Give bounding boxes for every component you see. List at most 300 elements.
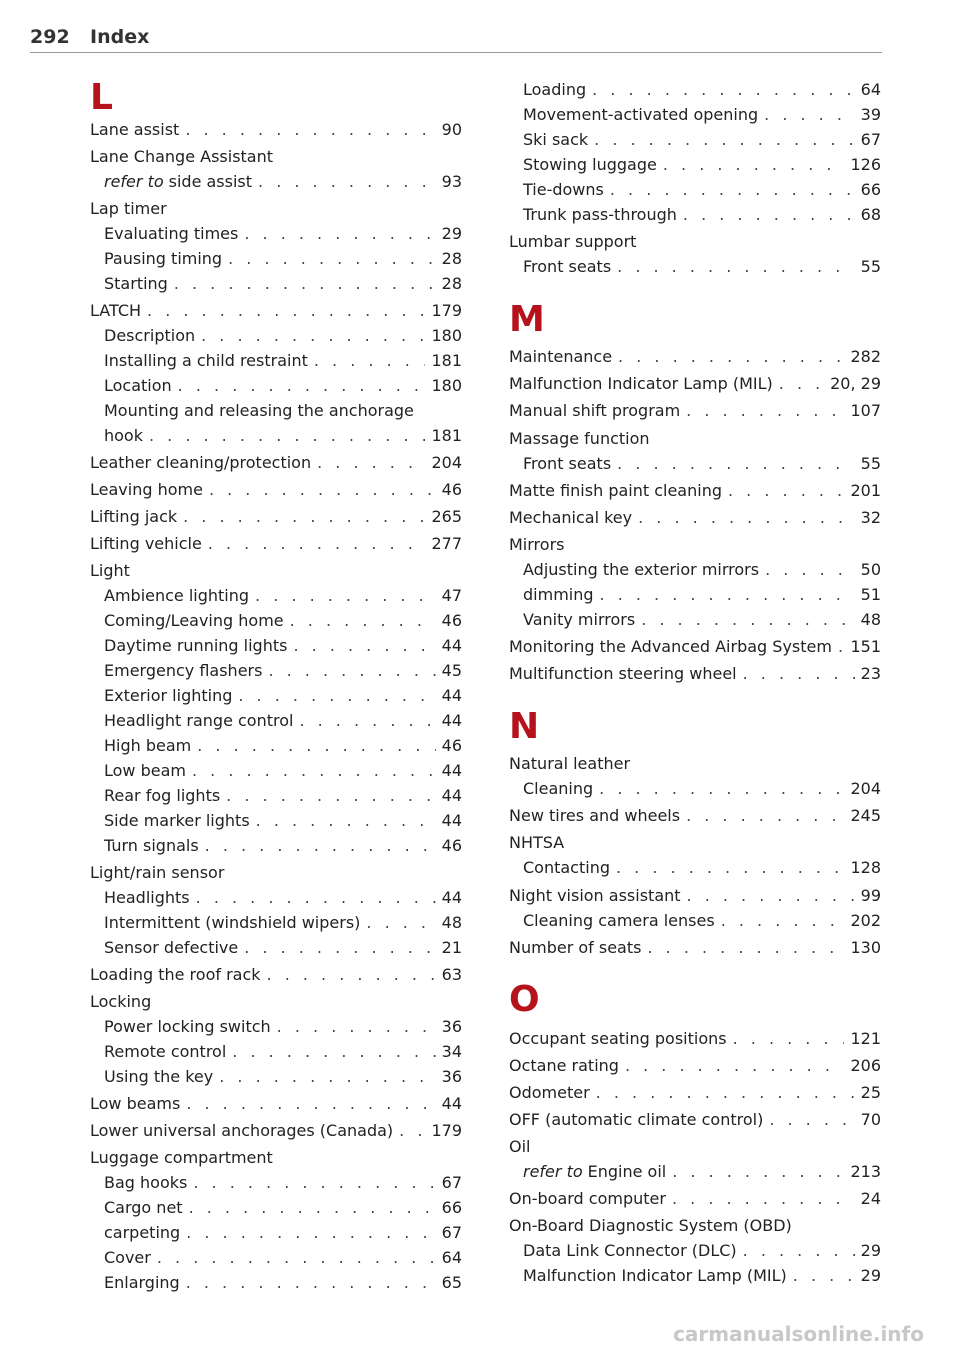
entry-label: Octane rating [509, 1056, 619, 1075]
entry-label: Lifting vehicle [90, 534, 202, 553]
entry-page-number: 282 [850, 347, 881, 366]
entry-label: Lumbar support [509, 232, 637, 251]
dot-leader [683, 205, 855, 225]
entry-label: Manual shift program [509, 401, 681, 420]
entry-page-number: 44 [441, 686, 462, 705]
index-entry[interactable] [509, 637, 881, 657]
dot-leader [208, 534, 426, 554]
dot-leader [687, 886, 855, 906]
dot-leader [183, 507, 425, 527]
entry-page-number: 28 [441, 274, 462, 293]
index-subentry[interactable] [104, 1173, 462, 1193]
index-entry[interactable] [90, 1121, 462, 1141]
index-subentry[interactable] [523, 858, 881, 878]
entry-page-number: 206 [850, 1056, 881, 1075]
entry-label: Loading [523, 80, 587, 99]
index-entry[interactable] [509, 347, 881, 367]
entry-label: Bag hooks [104, 1173, 188, 1192]
dot-leader [192, 761, 436, 781]
dot-leader [147, 301, 425, 321]
index-entry[interactable] [509, 664, 881, 684]
dot-leader [838, 637, 845, 657]
entry-label: Natural leather [509, 754, 631, 773]
index-entry [509, 1216, 881, 1236]
entry-label: Data Link Connector (DLC) [523, 1241, 737, 1260]
entry-page-number: 25 [860, 1083, 881, 1102]
index-subentry[interactable] [104, 913, 462, 933]
entry-page-number: 28 [441, 249, 462, 268]
entry-label: Light/rain sensor [90, 863, 225, 882]
entry-page-number: 64 [860, 80, 881, 99]
dot-leader [186, 1223, 435, 1243]
entry-page-number: 67 [441, 1173, 462, 1192]
entry-label: Headlight range control [104, 711, 294, 730]
entry-page-number: 181 [431, 351, 462, 370]
entry-label: High beam [104, 736, 192, 755]
entry-label: Malfunction Indicator Lamp (MIL) [523, 1266, 787, 1285]
index-subentry[interactable] [104, 1017, 462, 1037]
index-entry[interactable] [509, 1083, 881, 1103]
entry-label: Loading the roof rack [90, 965, 261, 984]
entry-page-number: 64 [441, 1248, 462, 1267]
entry-page-number: 46 [441, 611, 462, 630]
dot-leader [610, 180, 855, 200]
entry-label: Cover [104, 1248, 151, 1267]
dot-leader [743, 1241, 855, 1261]
entry-page-number: 180 [431, 376, 462, 395]
index-subentry[interactable] [523, 180, 881, 200]
entry-page-number: 32 [860, 508, 881, 527]
index-entry [509, 754, 881, 774]
entry-label: Mirrors [509, 535, 565, 554]
index-subentry[interactable] [104, 686, 462, 706]
index-subentry[interactable] [104, 586, 462, 606]
entry-label: LATCH [90, 301, 142, 320]
index-subentry[interactable] [523, 205, 881, 225]
entry-label: Emergency flashers [104, 661, 263, 680]
index-subentry[interactable] [104, 636, 462, 656]
entry-page-number: 67 [441, 1223, 462, 1242]
index-subentry[interactable] [523, 454, 881, 474]
entry-page-number: 204 [850, 779, 881, 798]
dot-leader [149, 426, 425, 446]
entry-label: Leaving home [90, 480, 203, 499]
entry-page-number: 44 [441, 1094, 462, 1113]
dot-leader [647, 938, 844, 958]
entry-label: Lower universal anchorages (Canada) [90, 1121, 394, 1140]
entry-label: Mechanical key [509, 508, 633, 527]
index-entry[interactable] [90, 120, 462, 140]
index-subentry[interactable] [104, 888, 462, 908]
dot-leader [219, 1067, 435, 1087]
dot-leader [267, 965, 436, 985]
index-subentry [104, 401, 462, 421]
section-letter: L [90, 77, 113, 118]
dot-leader [209, 480, 436, 500]
entry-page-number: 47 [441, 586, 462, 605]
entry-page-number: 44 [441, 636, 462, 655]
index-subentry[interactable] [104, 172, 462, 192]
index-subentry[interactable] [523, 779, 881, 799]
index-subentry[interactable] [104, 1223, 462, 1243]
section-letter: N [509, 706, 540, 747]
index-subentry[interactable] [104, 1198, 462, 1218]
entry-label: Matte finish paint cleaning [509, 481, 722, 500]
entry-label: Maintenance [509, 347, 613, 366]
index-subentry[interactable] [523, 1266, 881, 1286]
index-entry[interactable] [509, 1110, 881, 1130]
index-subentry[interactable] [104, 376, 462, 396]
index-entry [509, 833, 881, 853]
entry-label: Exterior lighting [104, 686, 233, 705]
index-entry[interactable] [90, 480, 462, 500]
dot-leader [244, 938, 435, 958]
entry-page-number: 126 [850, 155, 881, 174]
entry-page-number: 180 [431, 326, 462, 345]
entry-label: carpeting [104, 1223, 181, 1242]
index-subentry[interactable] [104, 661, 462, 681]
dot-leader [205, 836, 436, 856]
index-entry [90, 863, 462, 883]
entry-label: Night vision assistant [509, 886, 681, 905]
entry-page-number: 121 [850, 1029, 881, 1048]
dot-leader [186, 1273, 436, 1293]
index-subentry[interactable] [104, 1067, 462, 1087]
entry-label: Starting [104, 274, 168, 293]
entry-page-number: 68 [860, 205, 881, 224]
entry-page-number: 20, 29 [830, 374, 881, 393]
dot-leader [268, 661, 435, 681]
index-subentry[interactable] [523, 80, 881, 100]
index-subentry[interactable] [104, 224, 462, 244]
dot-leader [743, 664, 855, 684]
entry-label: Cargo net [104, 1198, 183, 1217]
index-entry[interactable] [90, 453, 462, 473]
page-number: 292 [30, 26, 70, 48]
entry-label: Oil [509, 1137, 531, 1156]
entry-page-number: 65 [441, 1273, 462, 1292]
dot-leader [596, 1083, 855, 1103]
entry-page-number: 202 [850, 911, 881, 930]
index-entry [90, 1148, 462, 1168]
dot-leader [299, 711, 435, 731]
entry-label: Cleaning camera lenses [523, 911, 715, 930]
dot-leader [638, 508, 855, 528]
entry-label: Power locking switch [104, 1017, 271, 1036]
entry-label: New tires and wheels [509, 806, 681, 825]
index-subentry[interactable] [523, 585, 881, 605]
entry-label: Adjusting the exterior mirrors [523, 560, 760, 579]
dot-leader [186, 1094, 435, 1114]
dot-leader [594, 130, 854, 150]
entry-label: Installing a child restraint [104, 351, 308, 370]
entry-label: Sensor defective [104, 938, 239, 957]
entry-page-number: 179 [431, 301, 462, 320]
dot-leader [201, 326, 425, 346]
index-subentry[interactable] [523, 257, 881, 277]
dot-leader [185, 120, 435, 140]
index-subentry[interactable] [523, 155, 881, 175]
entry-page-number: 50 [860, 560, 881, 579]
index-entry[interactable] [509, 401, 881, 421]
index-subentry[interactable] [104, 249, 462, 269]
entry-page-number: 46 [441, 836, 462, 855]
entry-page-number: 201 [850, 481, 881, 500]
index-subentry[interactable] [104, 811, 462, 831]
entry-label: Lane Change Assistant [90, 147, 274, 166]
index-entry[interactable] [509, 481, 881, 501]
entry-label: Ambience lighting [104, 586, 250, 605]
dot-leader [189, 1198, 436, 1218]
entry-label: On-Board Diagnostic System (OBD) [509, 1216, 792, 1235]
entry-page-number: 277 [431, 534, 462, 553]
entry-label: Description [104, 326, 196, 345]
index-entry [509, 535, 881, 555]
entry-page-number: 29 [860, 1241, 881, 1260]
entry-page-number: 55 [860, 257, 881, 276]
index-entry[interactable] [509, 374, 881, 394]
index-subentry[interactable] [523, 911, 881, 931]
dot-leader [399, 1121, 425, 1141]
dot-leader [599, 779, 844, 799]
dot-leader [256, 811, 436, 831]
index-entry [509, 1137, 881, 1157]
index-entry[interactable] [509, 508, 881, 528]
entry-page-number: 66 [441, 1198, 462, 1217]
index-entry [90, 992, 462, 1012]
dot-leader [317, 453, 425, 473]
index-subentry[interactable] [104, 1042, 462, 1062]
dot-leader [157, 1248, 436, 1268]
dot-leader [178, 376, 426, 396]
index-entry[interactable] [90, 1094, 462, 1114]
entry-label: OFF (automatic climate control) [509, 1110, 764, 1129]
dot-leader [314, 351, 426, 371]
entry-label: Number of seats [509, 938, 642, 957]
entry-page-number: 179 [431, 1121, 462, 1140]
entry-page-number: 90 [441, 120, 462, 139]
page-header [30, 24, 882, 53]
entry-page-number: 48 [441, 913, 462, 932]
index-subentry[interactable] [104, 1273, 462, 1293]
entry-label: Front seats [523, 257, 612, 276]
entry-label: Odometer [509, 1083, 590, 1102]
index-subentry[interactable] [104, 938, 462, 958]
index-subentry[interactable] [523, 105, 881, 125]
watermark: carmanualsonline.info [673, 1322, 924, 1346]
index-subentry[interactable] [523, 130, 881, 150]
index-subentry[interactable] [104, 1248, 462, 1268]
entry-label: Tie-downs [523, 180, 604, 199]
dot-leader [793, 1266, 855, 1286]
entry-page-number: 46 [441, 736, 462, 755]
entry-page-number: 245 [850, 806, 881, 825]
entry-label: Lifting jack [90, 507, 178, 526]
index-subentry[interactable] [523, 610, 881, 630]
entry-label: hook [104, 426, 143, 445]
index-subentry[interactable] [104, 611, 462, 631]
entry-label: Remote control [104, 1042, 227, 1061]
dot-leader [686, 401, 844, 421]
entry-page-number: 107 [850, 401, 881, 420]
cross-reference-prefix: refer to [523, 1162, 583, 1181]
dot-leader [765, 560, 855, 580]
index-entry[interactable] [90, 534, 462, 554]
entry-label: Monitoring the Advanced Airbag System [509, 637, 832, 656]
dot-leader [600, 585, 855, 605]
dot-leader [197, 736, 435, 756]
dot-leader [625, 1056, 845, 1076]
entry-label: Enlarging [104, 1273, 180, 1292]
entry-label: refer to side assist [104, 172, 253, 191]
dot-leader [617, 454, 854, 474]
entry-label: Contacting [523, 858, 610, 877]
index-subentry[interactable] [104, 326, 462, 346]
index-entry[interactable] [509, 806, 881, 826]
entry-label: Occupant seating positions [509, 1029, 727, 1048]
dot-leader [255, 586, 436, 606]
dot-leader [686, 806, 844, 826]
dot-leader [592, 80, 855, 100]
index-subentry[interactable] [523, 1162, 881, 1182]
entry-page-number: 36 [441, 1067, 462, 1086]
entry-page-number: 48 [860, 610, 881, 629]
entry-label: Front seats [523, 454, 612, 473]
dot-leader [196, 888, 436, 908]
dot-leader [618, 347, 844, 367]
entry-label: Massage function [509, 429, 650, 448]
entry-label: Side marker lights [104, 811, 250, 830]
index-subentry[interactable] [104, 274, 462, 294]
dot-leader [244, 224, 435, 244]
entry-label: Headlights [104, 888, 190, 907]
index-subentry[interactable] [104, 711, 462, 731]
entry-label: NHTSA [509, 833, 565, 852]
entry-label: Lane assist [90, 120, 180, 139]
entry-label: Pausing timing [104, 249, 223, 268]
entry-page-number: 99 [860, 886, 881, 905]
dot-leader [764, 105, 854, 125]
index-entry[interactable] [509, 1056, 881, 1076]
index-entry [509, 429, 881, 449]
entry-label: Malfunction Indicator Lamp (MIL) [509, 374, 773, 393]
dot-leader [616, 858, 844, 878]
entry-label: Intermittent (windshield wipers) [104, 913, 361, 932]
index-entry [90, 199, 462, 219]
dot-leader [228, 249, 436, 269]
entry-page-number: 44 [441, 761, 462, 780]
entry-page-number: 44 [441, 786, 462, 805]
index-subentry[interactable] [104, 836, 462, 856]
index-subentry[interactable] [104, 761, 462, 781]
entry-page-number: 44 [441, 711, 462, 730]
index-subentry[interactable] [104, 351, 462, 371]
entry-page-number: 24 [860, 1189, 881, 1208]
entry-page-number: 39 [860, 105, 881, 124]
dot-leader [258, 172, 436, 192]
dot-leader [174, 274, 436, 294]
entry-page-number: 151 [850, 637, 881, 656]
entry-page-number: 44 [441, 811, 462, 830]
entry-label: Low beam [104, 761, 186, 780]
entry-label: Luggage compartment [90, 1148, 273, 1167]
dot-leader [728, 481, 844, 501]
index-entry[interactable] [509, 1029, 881, 1049]
entry-label: Low beams [90, 1094, 181, 1113]
index-entry [90, 561, 462, 581]
entry-page-number: 63 [441, 965, 462, 984]
index-subentry[interactable] [104, 786, 462, 806]
entry-page-number: 130 [850, 938, 881, 957]
entry-label: Light [90, 561, 130, 580]
index-subentry[interactable] [523, 560, 881, 580]
index-entry[interactable] [509, 886, 881, 906]
index-subentry[interactable] [104, 736, 462, 756]
entry-label: Movement-activated opening [523, 105, 759, 124]
entry-label: Leather cleaning/protection [90, 453, 312, 472]
index-entry [509, 232, 881, 252]
index-subentry[interactable] [104, 426, 462, 446]
dot-leader [232, 1042, 435, 1062]
entry-page-number: 51 [860, 585, 881, 604]
entry-page-number: 213 [850, 1162, 881, 1181]
entry-label: dimming [523, 585, 594, 604]
entry-label: Trunk pass-through [523, 205, 677, 224]
index-entry[interactable] [90, 507, 462, 527]
index-entry[interactable] [509, 1189, 881, 1209]
entry-label: Cleaning [523, 779, 594, 798]
dot-leader [617, 257, 854, 277]
dot-leader [721, 911, 845, 931]
entry-label: Coming/Leaving home [104, 611, 284, 630]
entry-page-number: 34 [441, 1042, 462, 1061]
entry-page-number: 67 [860, 130, 881, 149]
dot-leader [226, 786, 435, 806]
index-entry[interactable] [509, 938, 881, 958]
entry-page-number: 93 [441, 172, 462, 191]
entry-label: Vanity mirrors [523, 610, 636, 629]
dot-leader [769, 1110, 854, 1130]
entry-page-number: 45 [441, 661, 462, 680]
entry-label: Daytime running lights [104, 636, 288, 655]
entry-page-number: 66 [860, 180, 881, 199]
entry-page-number: 23 [860, 664, 881, 683]
index-subentry[interactable] [523, 1241, 881, 1261]
dot-leader [779, 374, 824, 394]
entry-label: Locking [90, 992, 152, 1011]
entry-page-number: 128 [850, 858, 881, 877]
dot-leader [290, 611, 436, 631]
dot-leader [672, 1189, 855, 1209]
entry-page-number: 55 [860, 454, 881, 473]
entry-label: Multifunction steering wheel [509, 664, 737, 683]
index-entry[interactable] [90, 965, 462, 985]
entry-label: Stowing luggage [523, 155, 657, 174]
index-entry[interactable] [90, 301, 462, 321]
entry-label: On-board computer [509, 1189, 666, 1208]
entry-page-number: 29 [860, 1266, 881, 1285]
section-letter: O [509, 979, 540, 1020]
entry-page-number: 36 [441, 1017, 462, 1036]
entry-page-number: 21 [441, 938, 462, 957]
entry-page-number: 44 [441, 888, 462, 907]
dot-leader [663, 155, 845, 175]
entry-label: Lap timer [90, 199, 167, 218]
entry-label: Turn signals [104, 836, 199, 855]
entry-label: refer to Engine oil [523, 1162, 667, 1181]
entry-label: Ski sack [523, 130, 589, 149]
entry-label: Using the key [104, 1067, 214, 1086]
